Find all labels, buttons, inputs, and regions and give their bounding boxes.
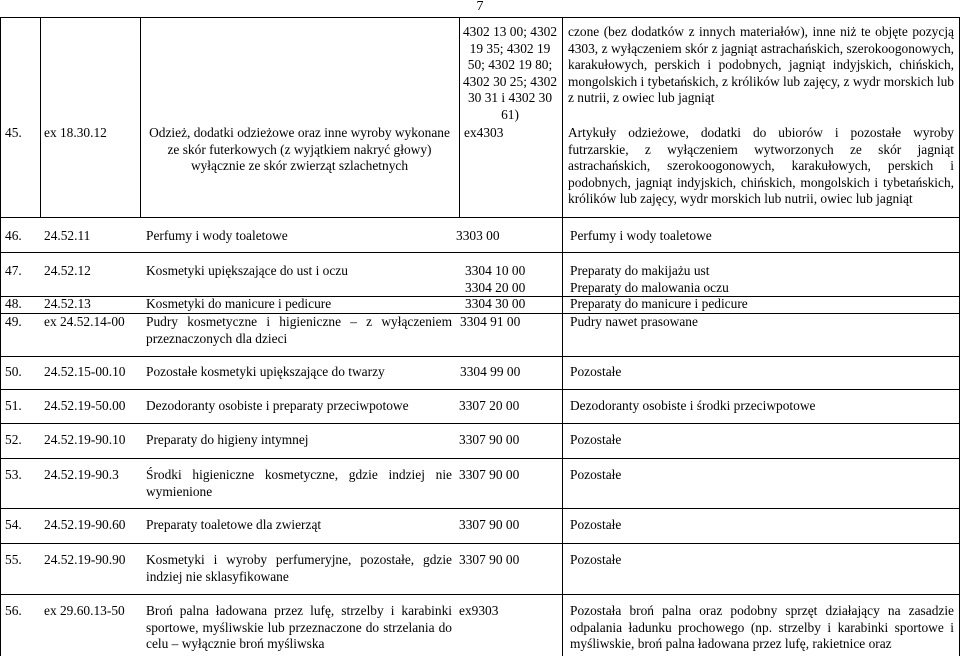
cn-description: Preparaty do makijażu ust	[570, 263, 710, 278]
cn-description: Artykuły odzieżowe, dodatki do ubiorów i pozostałe wyroby futrzarskie, z wyłączeniem wytworzonych ze skór jagniąt astrachańskich, szerokoogonowych, karakułowych, perskich i podobnych, jagniąt indyjskich, chińskich, mongolskich i tybetańskich, królików lub zajęcy, wydr morskich lub nutrii, owiec lub jagniąt	[568, 125, 954, 207]
cn-description: Pozostałe	[570, 432, 622, 447]
row-divider	[0, 389, 960, 390]
pkwiu-code: 24.52.19-90.3	[44, 467, 119, 482]
cn-code: ex9303	[459, 603, 499, 618]
row-number: 46.	[5, 228, 22, 243]
cn-code: 3307 90 00	[459, 517, 520, 532]
product-name: Odzież, dodatki odzieżowe oraz inne wyroby wykonane ze skór futerkowych (z wyjątkiem nakryć głowy) wyłącznie ze skór zwierząt szlachetnych	[149, 125, 450, 174]
cn-description: Pudry nawet prasowane	[570, 314, 698, 329]
row-divider	[0, 543, 960, 544]
product-name: Preparaty toaletowe dla zwierząt	[146, 517, 322, 532]
cn-code: 3307 90 00	[459, 467, 520, 482]
row-divider	[0, 508, 960, 509]
pkwiu-code: 24.52.19-90.10	[44, 432, 126, 447]
cn-description: Preparaty do manicure i pedicure	[570, 296, 748, 311]
product-name: Preparaty do higieny intymnej	[146, 432, 309, 447]
cn-description: Dezodoranty osobiste i środki przeciwpotowe	[570, 398, 816, 413]
pkwiu-code: ex 24.52.14-00	[44, 314, 125, 329]
pkwiu-code: ex 29.60.13-50	[44, 603, 125, 618]
pkwiu-code: 24.52.15-00.10	[44, 364, 126, 379]
row-number: 48.	[5, 296, 22, 311]
row-number: 45.	[5, 125, 22, 140]
product-name: Pozostałe kosmetyki upiększające do twarzy	[146, 364, 385, 379]
cn-code: 3304 91 00	[460, 314, 521, 329]
row-number: 47.	[5, 263, 22, 278]
cn-code: 3303 00	[456, 228, 500, 243]
row-divider	[0, 423, 960, 424]
product-name: Broń palna ładowana przez lufę, strzelby i karabinki sportowe, myśliwskie lub przeznaczone do strzelania do celu – wyłącznie broń myśliwska	[146, 603, 452, 652]
cn-code: 3304 30 00	[465, 296, 526, 311]
product-name: Kosmetyki i wyroby perfumeryjne, pozostałe, gdzie indziej nie sklasyfikowane	[146, 552, 452, 584]
row-divider	[0, 252, 960, 253]
pkwiu-code: 24.52.19-50.00	[44, 398, 126, 413]
product-name: Pudry kosmetyczne i higieniczne – z wyłączeniem przeznaczonych dla dzieci	[146, 314, 452, 346]
cn-code: 3307 20 00	[459, 398, 520, 413]
row-number: 50.	[5, 364, 22, 379]
product-name: Dezodoranty osobiste i preparaty przeciwpotowe	[146, 398, 409, 413]
pkwiu-code: 24.52.11	[44, 228, 91, 243]
row-divider	[0, 594, 960, 595]
cn-description: Pozostałe	[570, 552, 622, 567]
cn-description: Pozostałe	[570, 517, 622, 532]
product-name: Kosmetyki do manicure i pedicure	[146, 296, 332, 311]
product-name: Kosmetyki upiększające do ust i oczu	[146, 263, 348, 278]
desc-continued: czone (bez dodatków z innych materiałów), inne niż te objęte pozycją 4303, z wyłączeniem skór z jagniąt astrachańskich, szerokoogonowych, karakułowych, perskich i podobnych, jagniąt indyjskich, chińskich, mongolskich i tybetańskich, z królików lub zajęcy, z wydr morskich lub z nutrii, z owiec lub jagniąt	[568, 24, 954, 106]
row-number: 49.	[5, 314, 22, 329]
cn-code: 3304 20 00	[465, 280, 526, 295]
pkwiu-code: 24.52.12	[44, 263, 91, 278]
row-number: 51.	[5, 398, 22, 413]
pkwiu-code: 24.52.19-90.90	[44, 552, 126, 567]
cn-code: 3307 90 00	[459, 432, 520, 447]
cn-description: Pozostała broń palna oraz podobny sprzęt działający na zasadzie odpalania ładunku prochowego (np. strzelby i karabinki sportowe i myśliwskie, broń palna ładowana przez lufę, rakietnice oraz	[570, 603, 954, 652]
pkwiu-code: 24.52.19-90.60	[44, 517, 126, 532]
row-number: 56.	[5, 603, 22, 618]
cn-code: 3304 99 00	[460, 364, 521, 379]
row-number: 55.	[5, 552, 22, 567]
row-divider	[0, 458, 960, 459]
cn-description: Pozostałe	[570, 467, 622, 482]
row-number: 53.	[5, 467, 22, 482]
codes-continued: 4302 13 00; 4302 19 35; 4302 19 50; 4302 19 80; 4302 30 25; 4302 30 31 i 4302 30 61)	[462, 24, 558, 122]
row-number: 54.	[5, 517, 22, 532]
page-number: 7	[476, 0, 484, 14]
cn-code: 3304 10 00	[465, 263, 526, 278]
cn-code: 3307 90 00	[459, 552, 520, 567]
row-divider	[0, 356, 960, 357]
pkwiu-code: ex 18.30.12	[44, 125, 107, 140]
cn-code: ex4303	[464, 125, 504, 140]
product-name: Perfumy i wody toaletowe	[146, 228, 288, 243]
row-number: 52.	[5, 432, 22, 447]
pkwiu-code: 24.52.13	[44, 296, 91, 311]
cn-description: Perfumy i wody toaletowe	[570, 228, 712, 243]
product-name: Środki higieniczne kosmetyczne, gdzie indziej nie wymienione	[146, 467, 452, 499]
cn-description: Preparaty do malowania oczu	[570, 280, 729, 295]
cn-description: Pozostałe	[570, 364, 622, 379]
